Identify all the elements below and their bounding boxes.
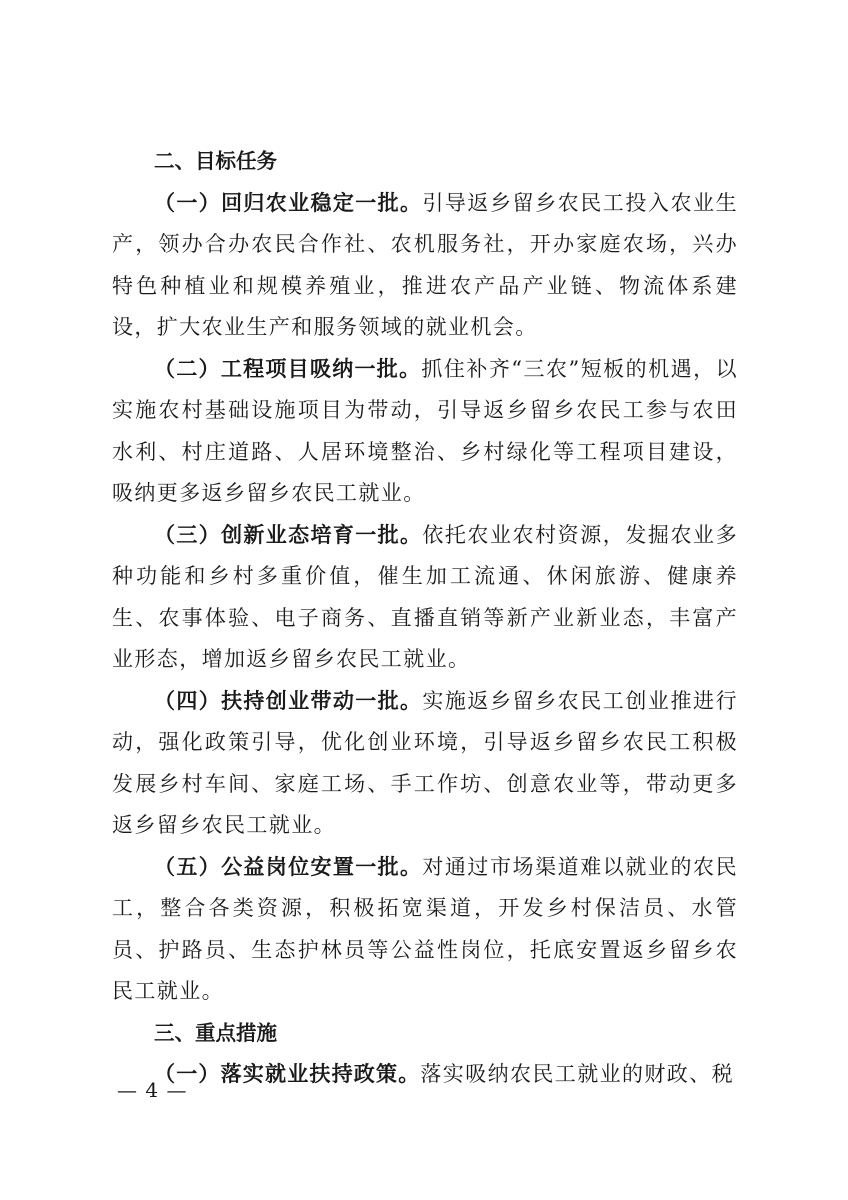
- paragraph-goal-1: [112, 183, 738, 349]
- page-number: — 4 —: [117, 1078, 188, 1102]
- paragraph-lead: （四）扶持创业带动一批。: [154, 688, 423, 713]
- paragraph-text: 实施返乡留乡农民工创业推进行动，强化政策引导，优化创业环境，引导返乡留乡农民工积极发展乡村车间、家庭工场、手工作坊、创意农业等，带动更多返乡留乡农民工就业。: [112, 688, 738, 837]
- paragraph-text: 抓住补齐“三农”短板的机遇，以实施农村基础设施项目为带动，引导返乡留乡农民工参与农田水利、村庄道路、人居环境整治、乡村绿化等工程项目建设，吸纳更多返乡留乡农民工就业。: [112, 356, 738, 505]
- paragraph-text: 对通过市场渠道难以就业的农民工，整合各类资源，积极拓宽渠道，开发乡村保洁员、水管员、护路员、生态护林员等公益性岗位，托底安置返乡留乡农民工就业。: [112, 854, 738, 1003]
- paragraph-goal-4: [112, 681, 738, 847]
- paragraph-goal-2: [112, 349, 738, 515]
- document-body: [112, 141, 738, 1096]
- paragraph-lead: （五）公益岗位安置一批。: [154, 854, 423, 879]
- section-heading-goals: 二、目标任务: [154, 149, 277, 173]
- paragraph-lead: （一）落实就业扶持政策。: [154, 1062, 421, 1086]
- paragraph-lead: （一）回归农业稳定一批。: [154, 190, 423, 215]
- paragraph-text: 落实吸纳农民工就业的财政、税: [420, 1062, 735, 1086]
- section-heading-measures: 三、重点措施: [154, 1020, 277, 1045]
- paragraph-lead: （二）工程项目吸纳一批。: [154, 356, 422, 381]
- paragraph-measure-1: [112, 1054, 738, 1096]
- paragraph-goal-3: [112, 515, 738, 681]
- paragraph-lead: （三）创新业态培育一批。: [154, 522, 423, 547]
- paragraph-text: 引导返乡留乡农民工投入农业生产，领办合办农民合作社、农机服务社，开办家庭农场，兴办特色种植业和规模养殖业，推进农产品产业链、物流体系建设，扩大农业生产和服务领域的就业机会。: [112, 190, 738, 339]
- paragraph-goal-5: [112, 847, 738, 1013]
- paragraph-text: 依托农业农村资源，发掘农业多种功能和乡村多重价值，催生加工流通、休闲旅游、健康养生、农事体验、电子商务、直播直销等新产业新业态，丰富产业形态，增加返乡留乡农民工就业。: [112, 522, 738, 671]
